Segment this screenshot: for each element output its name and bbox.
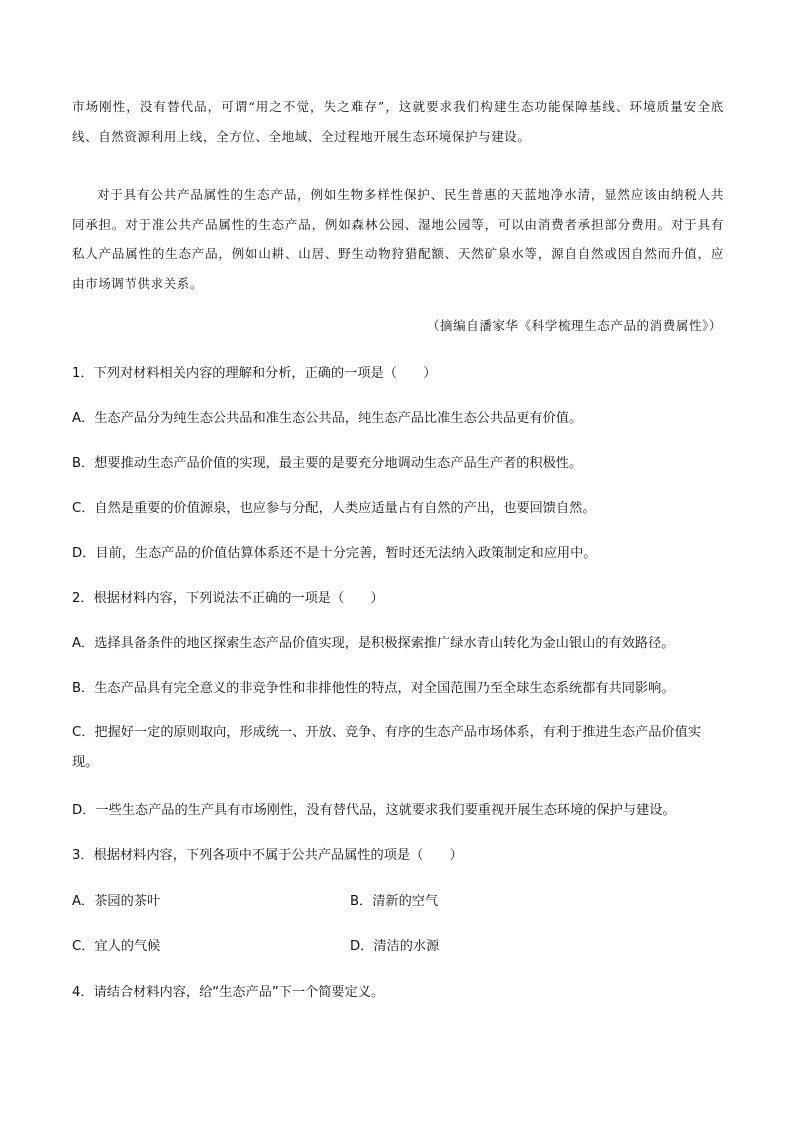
- question-1-option-c[interactable]: C．自然是重要的价值源泉，也应参与分配，人类应适量占有自然的产出，也要回馈自然。: [72, 501, 596, 516]
- question-2-option-c[interactable]: C．把握好一定的原则取向，形成统一、开放、竞争、有序的生态产品市场体系，有利于推进生态产品价值实现。: [72, 725, 702, 770]
- passage-paragraph-1: 市场刚性，没有替代品，可谓“用之不觉，失之难存”，这就要求我们构建生态功能保障基线、环境质量安全底线、自然资源利用上线，全方位、全地域、全过程地开展生态环境保护与建设。: [72, 99, 724, 144]
- question-1-option-b[interactable]: B．想要推动生态产品价值的实现，最主要的是要充分地调动生态产品生产者的积极性。: [72, 456, 583, 471]
- question-1-option-a[interactable]: A．生态产品分为纯生态公共品和准生态公共品，纯生态产品比准生态公共品更有价值。: [72, 411, 583, 426]
- question-1-stem: 1．下列对材料相关内容的理解和分析，正确的一项是（ ）: [72, 366, 437, 381]
- question-3-option-d[interactable]: D．清洁的水源: [350, 939, 440, 954]
- question-3-option-a[interactable]: A．茶园的茶叶: [72, 894, 161, 909]
- question-2-option-b[interactable]: B．生态产品具有完全意义的非竞争性和非排他性的特点，对全国范围乃至全球生态系统都有共同影响。: [72, 681, 675, 696]
- question-3-option-b[interactable]: B．清新的空气: [350, 894, 439, 909]
- passage-paragraph-2: 对于具有公共产品属性的生态产品，例如生物多样性保护、民生普惠的天蓝地净水清，显然应该由纳税人共同承担。对于准公共产品属性的生态产品，例如森林公园、湿地公园等，可以由消费者承担部分费用。对于具有私人产品属性的生态产品，例如山耕、山居、野生动物狩猎配额、天然矿泉水等，源自自然或因自然而升值，应由市场调节供求关系。: [72, 187, 724, 291]
- question-2-option-d[interactable]: D．一些生态产品的生产具有市场刚性，没有替代品，这就要求我们要重视开展生态环境的保护与建设。: [72, 803, 676, 818]
- question-3-stem: 3．根据材料内容，下列各项中不属于公共产品属性的项是（ ）: [72, 848, 463, 863]
- question-2-option-a[interactable]: A．选择具备条件的地区探索生态产品价值实现，是积极探索推广绿水青山转化为金山银山的有效路径。: [72, 636, 675, 651]
- passage-source: （摘编自潘家华《科学梳理生态产品的消费属性》）: [426, 318, 722, 333]
- question-4-stem: 4．请结合材料内容，给“生态产品”下一个简要定义。: [72, 985, 385, 1000]
- question-2-stem: 2．根据材料内容，下列说法不正确的一项是（ ）: [72, 591, 384, 606]
- question-1-option-d[interactable]: D．目前，生态产品的价值估算体系还不是十分完善，暂时还无法纳入政策制定和应用中。: [72, 546, 597, 561]
- question-3-option-c[interactable]: C．宜人的气候: [72, 939, 161, 954]
